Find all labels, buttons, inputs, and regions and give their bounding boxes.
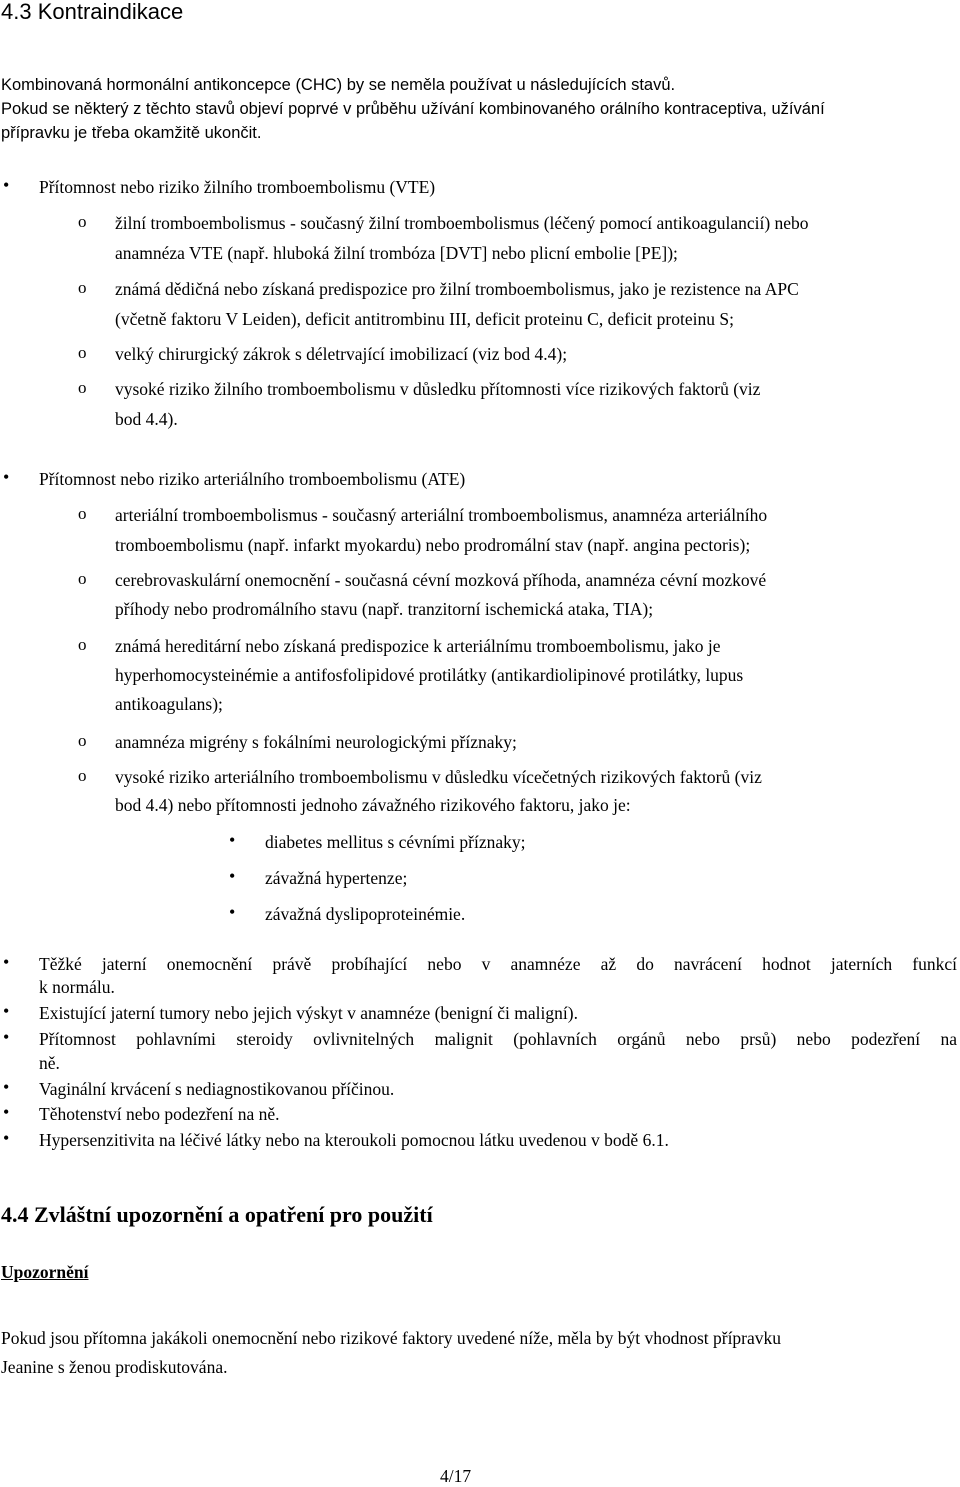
ate-item-5-line-2: bod 4.4) nebo přítomnosti jednoho závažného rizikového faktoru, jako je: [115,795,631,815]
bullet-icon: • [229,830,236,850]
bullet-icon: • [3,467,10,487]
ate-title: Přítomnost nebo riziko arteriálního tromboembolismu (ATE) [39,469,466,489]
sub-bullet-icon: o [78,766,87,785]
intro-line-3: přípravku je třeba okamžitě ukončit. [1,124,262,142]
vte-item-4-line-1: vysoké riziko žilního tromboembolismu v důsledku přítomnosti více rizikových faktorů (viz [115,379,761,399]
page-number: 4/17 [440,1466,472,1486]
bullet-icon: • [229,866,236,886]
sub-bullet-icon: o [78,731,87,750]
other-item-1-line-1: Těžké jaterní onemocnění právě probíhající nebo v anamnéze až do navrácení hodnot jaterních funkcí [39,954,957,974]
ate-factor-3: závažná dyslipoproteinémie. [265,904,466,924]
ate-item-1-line-1: arteriální tromboembolismus - současný arteriální tromboembolismus, anamnéza arteriálního [115,505,768,525]
sub-bullet-icon: o [78,343,87,362]
ate-item-1-line-2: tromboembolismu (např. infarkt myokardu) nebo prodromální stav (např. angina pectoris); [115,535,751,555]
bullet-icon: • [229,902,236,922]
other-item-3-line-2: ně. [39,1053,60,1073]
other-item-5: Těhotenství nebo podezření na ně. [39,1104,280,1124]
ate-item-2-line-2: příhody nebo prodromálního stavu (např. tranzitorní ischemická ataka, TIA); [115,599,654,619]
ate-factor-2: závažná hypertenze; [265,868,408,888]
sub-bullet-icon: o [78,504,87,523]
section-heading-4-4: 4.4 Zvláštní upozornění a opatření pro použití [1,1202,433,1227]
vte-item-2-line-2: (včetně faktoru V Leiden), deficit antitrombinu III, deficit proteinu C, deficit proteinu S; [115,309,734,329]
sub-bullet-icon: o [78,378,87,397]
vte-item-2-line-1: známá dědičná nebo získaná predispozice pro žilní tromboembolismus, jako je rezistence na APC [115,279,799,299]
ate-factor-1: diabetes mellitus s cévními příznaky; [265,832,526,852]
intro-line-1: Kombinovaná hormonální antikoncepce (CHC) by se neměla používat u následujících stavů. [1,76,676,94]
section-4-4-text-line-1: Pokud jsou přítomna jakákoli onemocnění nebo rizikové faktory uvedené níže, měla by být vhodnost přípravku [1,1328,782,1348]
section-heading-4-3: 4.3 Kontraindikace [1,0,184,24]
bullet-icon: • [3,1102,10,1122]
vte-item-4-line-2: bod 4.4). [115,409,178,429]
ate-item-3-line-1: známá hereditární nebo získaná predispozice k arteriálnímu tromboembolismu, jako je [115,636,721,656]
other-item-6: Hypersenzitivita na léčivé látky nebo na kteroukoli pomocnou látku uvedenou v bodě 6.1. [39,1130,669,1150]
ate-item-3-line-2: hyperhomocysteinémie a antifosfolipidové protilátky (antikardiolipinové protilátky, lupus [115,665,744,685]
vte-item-3-line-1: velký chirurgický zákrok s déletrvající imobilizací (viz bod 4.4); [115,344,568,364]
sub-bullet-icon: o [78,635,87,654]
subheading-upozorneni: Upozornění [1,1262,89,1282]
sub-bullet-icon: o [78,278,87,297]
section-4-4-text-line-2: Jeanine s ženou prodiskutována. [1,1357,228,1377]
other-item-4: Vaginální krvácení s nediagnostikovanou příčinou. [39,1079,395,1099]
intro-line-2: Pokud se některý z těchto stavů objeví poprvé v průběhu užívání kombinovaného orálního kontraceptiva, užívání [1,100,825,118]
ate-item-5-line-1: vysoké riziko arteriálního tromboembolismu v důsledku vícečetných rizikových faktorů (viz [115,767,762,787]
vte-item-1-line-2: anamnéza VTE (např. hluboká žilní trombóza [DVT] nebo plicní embolie [PE]); [115,243,678,263]
other-item-1-line-2: k normálu. [39,977,115,997]
bullet-icon: • [3,1027,10,1047]
bullet-icon: • [3,1077,10,1097]
sub-bullet-icon: o [78,569,87,588]
bullet-icon: • [3,175,10,195]
other-item-3-line-1: Přítomnost pohlavními steroidy ovlivnitelných malignit (pohlavních orgánů nebo prsů) nebo podezření na [39,1029,957,1049]
bullet-icon: • [3,1001,10,1021]
bullet-icon: • [3,952,10,972]
bullet-icon: • [3,1128,10,1148]
vte-title: Přítomnost nebo riziko žilního tromboembolismu (VTE) [39,177,436,197]
ate-item-4-line-1: anamnéza migrény s fokálními neurologickými příznaky; [115,732,517,752]
ate-item-3-line-3: antikoagulans); [115,694,223,714]
sub-bullet-icon: o [78,212,87,231]
other-item-2: Existující jaterní tumory nebo jejich výskyt v anamnéze (benigní či maligní). [39,1003,578,1023]
vte-item-1-line-1: žilní tromboembolismus - současný žilní tromboembolismus (léčený pomocí antikoagulancií) nebo [115,213,809,233]
ate-item-2-line-1: cerebrovaskulární onemocnění - současná cévní mozková příhoda, anamnéza cévní mozkové [115,570,767,590]
